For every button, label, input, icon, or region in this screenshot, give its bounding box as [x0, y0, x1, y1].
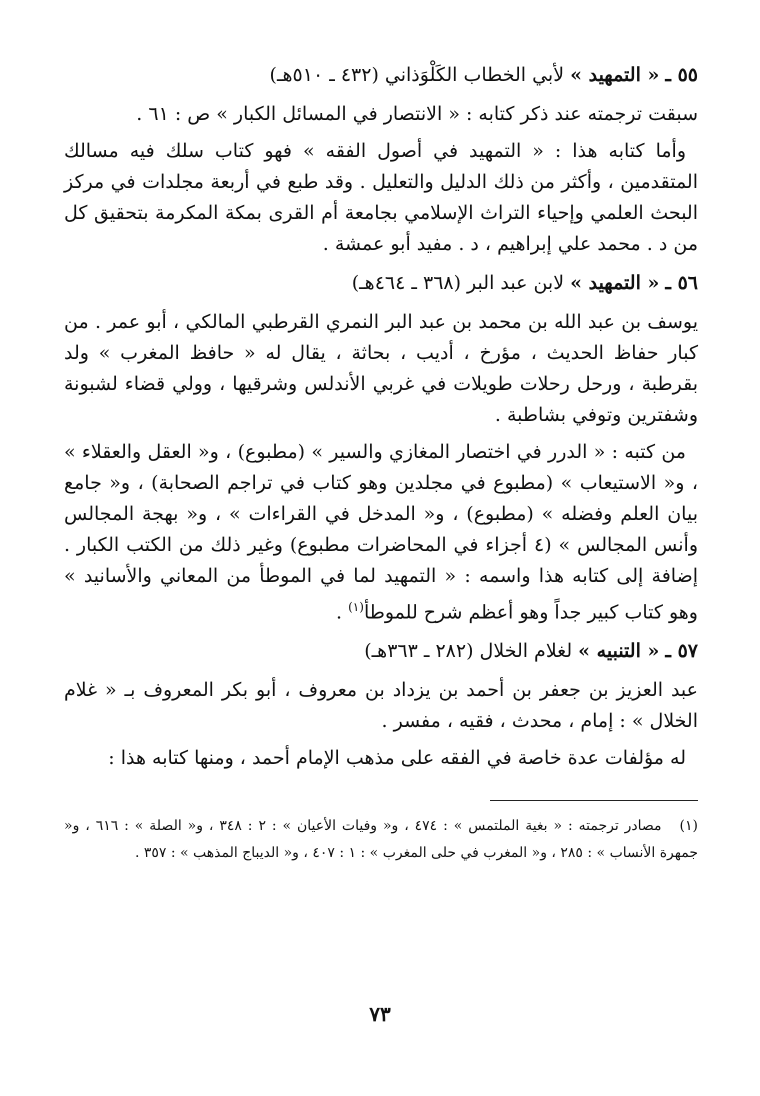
paragraph: [64, 437, 698, 628]
entry-number: ٥٦ ـ: [665, 272, 698, 294]
entry-title: « التمهيد »: [570, 64, 660, 86]
paragraph: يوسف بن عبد الله بن محمد بن عبد البر النمري القرطبي المالكي ، أبو عمر . من كبار حفاظ الحديث ، مؤرخ ، أديب ، بحاثة ، يقال له « حافظ المغرب » ولد بقرطبة ، ورحل رحلات طويلات في غربي الأندلس وشرقيها ، وولي قضاء لشبونة وشفترين وتوفي بشاطبة .: [64, 311, 698, 426]
footnote-marker[interactable]: (١): [348, 600, 364, 614]
footnote: [64, 813, 698, 867]
entry-number: ٥٧ ـ: [665, 640, 698, 663]
entry-author: لغلام الخلال (٢٨٢ ـ ٣٦٣هـ): [364, 640, 573, 663]
paragraph: عبد العزيز بن جعفر بن أحمد بن يزداد بن معروف ، أبو بكر المعروف بـ « غلام الخلال » : إمام ، محدث ، فقيه ، مفسر .: [64, 679, 698, 733]
paragraph: وأما كتابه هذا : « التمهيد في أصول الفقه » فهو كتاب سلك فيه مسالك المتقدمين ، وأكثر من ذلك الدليل والتعليل . وقد طبع في أربعة مجلدات في مركز البحث العلمي وإحياء التراث الإسلامي بجامعة أم القرى بمكة المكرمة بتحقيق كل من د . محمد علي إبراهيم ، د . مفيد أبو عمشة .: [64, 140, 698, 255]
paragraph-text: من كتبه : « الدرر في اختصار المغازي والسير » (مطبوع) ، و« العقل والعقلاء » ، و« الاستيعاب » (مطبوع في مجلدين وهو كتاب في تراجم الصحابة) ، و« جامع بيان العلم وفضله » (مطبوع) ، و« المدخل في القراءات » ، و« بهجة المجالس وأنس المجالس » (٤ أجزاء في المحاضرات مطبوع) وغير ذلك من الكتب الكبار . إضافة إلى كتابه هذا واسمه : « التمهيد لما في الموطأ من المعاني والأسانيد » وهو كتاب كبير جداً وهو أعظم شرح للموطأ: [64, 441, 698, 624]
entry-heading: [64, 60, 698, 91]
entry-number: ٥٥ ـ: [665, 64, 698, 86]
entry-title: « التنبيه »: [578, 640, 660, 663]
entry-author: لابن عبد البر (٣٦٨ ـ ٤٦٤هـ): [351, 272, 565, 294]
entry-heading: [64, 268, 698, 299]
entry-57: [64, 636, 698, 774]
paragraph: سبقت ترجمته عند ذكر كتابه : « الانتصار في المسائل الكبار » ص : ٦١ .: [136, 103, 698, 125]
footnote-separator-wrap: [64, 780, 698, 813]
page-number: ٧٣: [369, 1002, 391, 1026]
footnote-separator: [490, 800, 698, 801]
paragraph: له مؤلفات عدة خاصة في الفقه على مذهب الإمام أحمد ، ومنها كتابه هذا :: [108, 747, 686, 770]
entry-56: [64, 268, 698, 628]
footnote-text: مصادر ترجمته : « بغية الملتمس » : ٤٧٤ ، و« وفيات الأعيان » : ٢ : ٣٤٨ ، و« الصلة » : ٦١٦ ، و« جمهرة الأنساب » : ٢٨٥ ، و« المغرب في حلى المغرب » : ١ : ٤٠٧ ، و« الديباج المذهب » : ٣٥٧ .: [64, 818, 698, 862]
footnote-number: (١): [679, 818, 698, 835]
entry-heading: [64, 636, 698, 667]
paragraph-tail: .: [336, 601, 349, 624]
entry-title: « التمهيد »: [570, 272, 660, 294]
entry-55: [64, 60, 698, 260]
entry-author: لأبي الخطاب الكَلْوَذاني (٤٣٢ ـ ٥١٠هـ): [269, 64, 565, 86]
